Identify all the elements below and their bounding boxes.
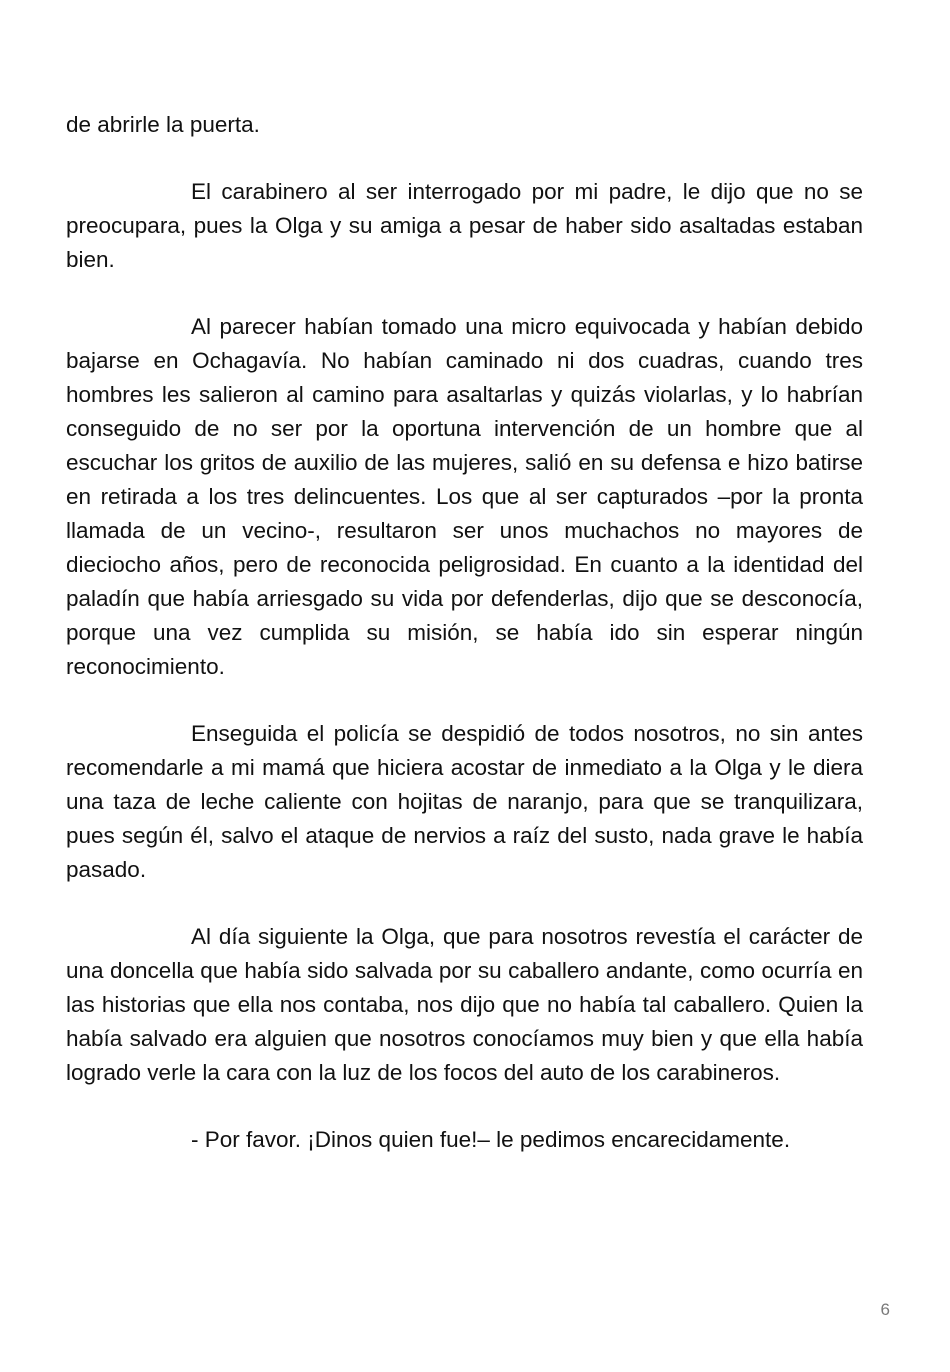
paragraph-continuation: de abrirle la puerta. <box>66 112 260 137</box>
document-page <box>66 108 863 1190</box>
paragraph-asalto: Al parecer habían tomado una micro equivocada y habían debido bajarse en Ochagavía. No habían caminado ni dos cuadras, cuando tres hombres les salieron al camino para asaltarlas y quizás violarlas, y lo habrían conseguido de no ser por la oportuna intervención de un hombre que al escuchar los gritos de auxilio de las mujeres, salió en su defensa e hizo batirse en retirada a los tres delincuentes. Los que al ser capturados –por la pronta llamada de un vecino-, resultaron ser unos muchachos no mayores de dieciocho años, pero de reconocida peligrosidad. En cuanto a la identidad del paladín que había arriesgado su vida por defenderlas, dijo que se desconocía, porque una vez cumplida su misión, se había ido sin esperar ningún reconocimiento. <box>66 314 863 679</box>
page-number: 6 <box>880 1300 890 1319</box>
paragraph-dia-siguiente: Al día siguiente la Olga, que para nosotros revestía el carácter de una doncella que había sido salvada por su caballero andante, como ocurría en las historias que ella nos contaba, nos dijo que no había tal caballero. Quien la había salvado era alguien que nosotros conocíamos muy bien y que ella había logrado verle la cara con la luz de los focos del auto de los carabineros. <box>66 924 863 1085</box>
paragraph-carabinero: El carabinero al ser interrogado por mi padre, le dijo que no se preocupara, pues la Olga y su amiga a pesar de haber sido asaltadas estaban bien. <box>66 179 863 272</box>
paragraph-dialogo: - Por favor. ¡Dinos quien fue!– le pedimos encarecidamente. <box>191 1127 791 1152</box>
paragraph-policia: Enseguida el policía se despidió de todos nosotros, no sin antes recomendarle a mi mamá que hiciera acostar de inmediato a la Olga y le diera una taza de leche caliente con hojitas de naranjo, para que se tranquilizara, pues según él, salvo el ataque de nervios a raíz del susto, nada grave le había pasado. <box>66 721 863 882</box>
